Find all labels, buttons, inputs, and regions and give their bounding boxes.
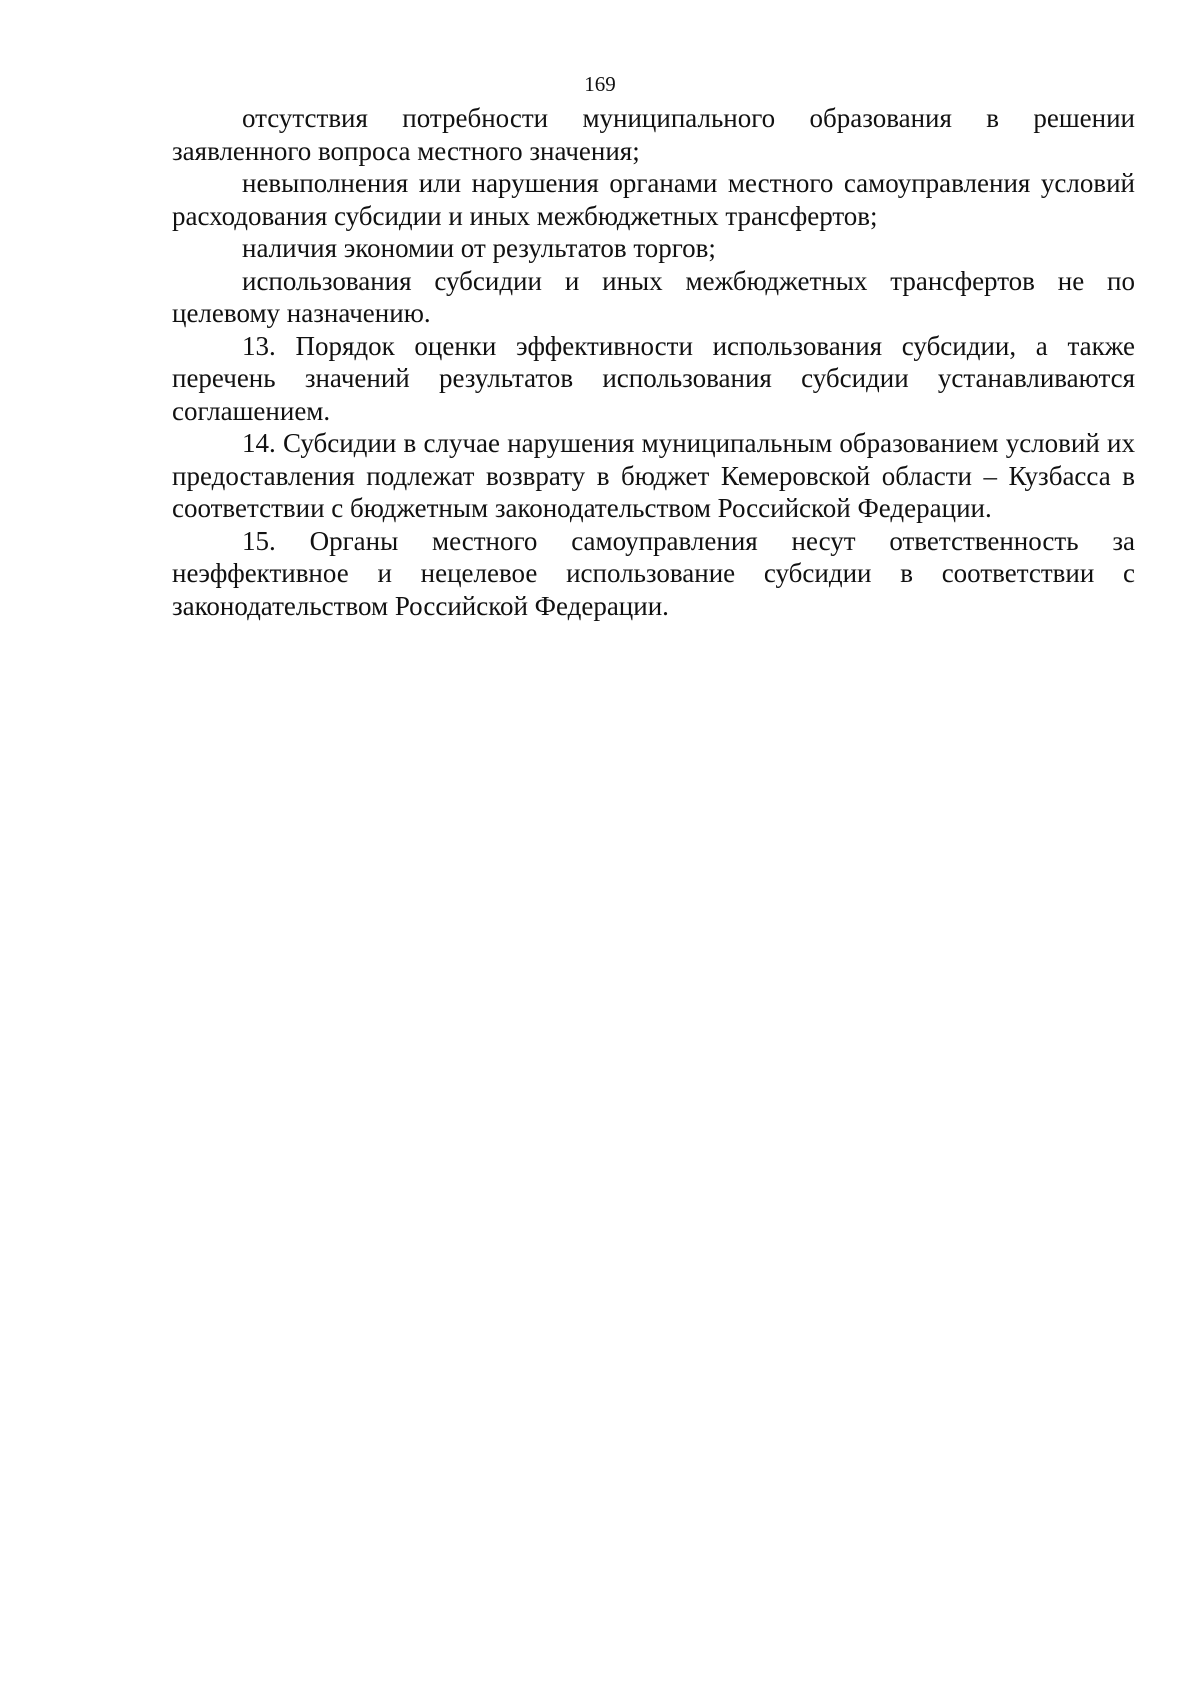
paragraph-misuse: использования субсидии и иных межбюджетных трансфертов не по целевому назначению. — [172, 265, 1135, 328]
paragraph-14-subsidy-return: 14. Субсидии в случае нарушения муниципальным образованием условий их предоставления подлежат возврату в бюджет Кемеровской области – Кузбасса в соответствии с бюджетным законодательством Российской Федерации. — [172, 428, 1135, 523]
paragraph-15-responsibility: 15. Органы местного самоуправления несут ответственность за неэффективное и нецелевое использование субсидии в соответствии с законодательством Российской Федерации. — [172, 525, 1135, 621]
paragraph-13-efficiency-assessment: 13. Порядок оценки эффективности использования субсидии, а также перечень значений результатов использования субсидии устанавливаются соглашением. — [172, 330, 1135, 426]
document-body — [172, 102, 1135, 622]
paragraph-absence-of-need: отсутствия потребности муниципального образования в решении заявленного вопроса местного значения; — [172, 103, 1135, 166]
paragraph-tender-savings: наличия экономии от результатов торгов; — [242, 233, 716, 263]
paragraph-non-fulfillment: невыполнения или нарушения органами местного самоуправления условий расходования субсидии и иных межбюджетных трансфертов; — [172, 168, 1135, 231]
page-number: 169 — [584, 72, 616, 96]
